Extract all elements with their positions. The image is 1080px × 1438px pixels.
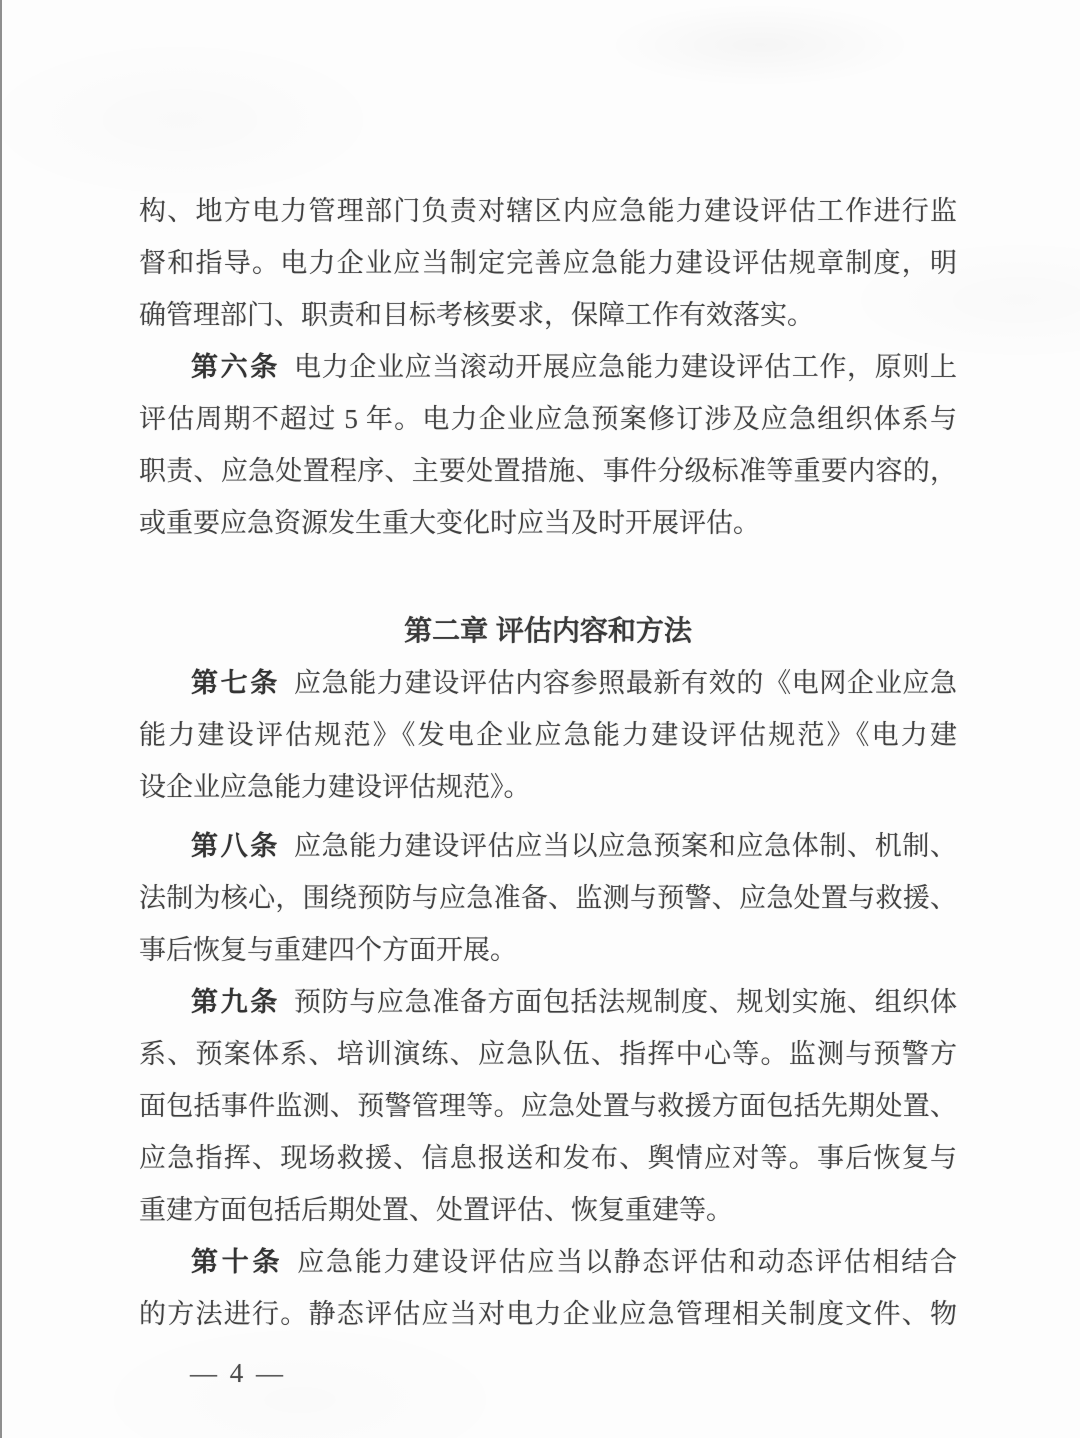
- text-line: [139, 497, 957, 549]
- line-text: 应急能力建设评估应当以应急预案和应急体制、机制、: [293, 831, 958, 861]
- text-line: [139, 761, 957, 813]
- chapter-heading: [139, 605, 957, 657]
- line-text: 设企业应急能力建设评估规范》。: [139, 772, 531, 802]
- page-number: — 4 —: [190, 1358, 286, 1388]
- line-text: 应急能力建设评估应当以静态评估和动态评估相结合: [297, 1247, 958, 1277]
- article-number: 第七条: [191, 668, 280, 698]
- line-text: 能力建设评估规范》《发电企业应急能力建设评估规范》《电力建: [139, 720, 957, 750]
- text-line: [139, 185, 957, 237]
- article-number: 第十条: [191, 1247, 284, 1277]
- text-line: [139, 1080, 957, 1132]
- line-text: 预防与应急准备方面包括法规制度、规划实施、组织体: [293, 987, 958, 1017]
- line-text: 应急指挥、现场救援、信息报送和发布、舆情应对等。事后恢复与: [139, 1143, 957, 1173]
- text-line-article-start: [139, 341, 957, 393]
- text-line-article-start: [139, 657, 957, 709]
- text-line: [139, 289, 957, 341]
- article-number: 第九条: [191, 987, 280, 1017]
- text-line: [139, 924, 957, 976]
- line-text: 系、预案体系、培训演练、应急队伍、指挥中心等。监测与预警方: [139, 1039, 957, 1069]
- line-text: 应急能力建设评估内容参照最新有效的《电网企业应急: [293, 668, 958, 698]
- text-line: [139, 237, 957, 289]
- line-text: 构、地方电力管理部门负责对辖区内应急能力建设评估工作进行监: [139, 196, 957, 226]
- text-line: [139, 1132, 957, 1184]
- text-line: [139, 872, 957, 924]
- text-line: [139, 393, 957, 445]
- line-text: 电力企业应当滚动开展应急能力建设评估工作，原则上: [293, 352, 958, 382]
- line-text: 的方法进行。静态评估应当对电力企业应急管理相关制度文件、物: [139, 1299, 957, 1329]
- document-body: [139, 185, 957, 1340]
- text-line-article-start: [139, 1236, 957, 1288]
- line-text: 法制为核心，围绕预防与应急准备、监测与预警、应急处置与救援、: [139, 883, 957, 913]
- line-text: 事后恢复与重建四个方面开展。: [139, 935, 517, 965]
- text-line-article-start: [139, 976, 957, 1028]
- line-text: 评估周期不超过 5 年。电力企业应急预案修订涉及应急组织体系与: [139, 404, 957, 434]
- line-text: 第二章 评估内容和方法: [404, 615, 692, 646]
- text-line: [139, 1184, 957, 1236]
- scan-edge-artifact: [0, 0, 2, 1438]
- line-text: 重建方面包括后期处置、处置评估、恢复重建等。: [139, 1195, 733, 1225]
- article-number: 第八条: [191, 831, 280, 861]
- line-text: 督和指导。电力企业应当制定完善应急能力建设评估规章制度，明: [139, 248, 957, 278]
- article-number: 第六条: [191, 352, 280, 382]
- line-text: 面包括事件监测、预警管理等。应急处置与救援方面包括先期处置、: [139, 1091, 957, 1121]
- text-line: [139, 709, 957, 761]
- text-line: [139, 1288, 957, 1340]
- line-text: 或重要应急资源发生重大变化时应当及时开展评估。: [139, 508, 760, 538]
- text-line: [139, 1028, 957, 1080]
- line-text: 职责、应急处置程序、主要处置措施、事件分级标准等重要内容的，: [139, 456, 957, 486]
- text-line: [139, 445, 957, 497]
- line-text: 确管理部门、职责和目标考核要求，保障工作有效落实。: [139, 300, 814, 330]
- text-line-article-start: [139, 820, 957, 872]
